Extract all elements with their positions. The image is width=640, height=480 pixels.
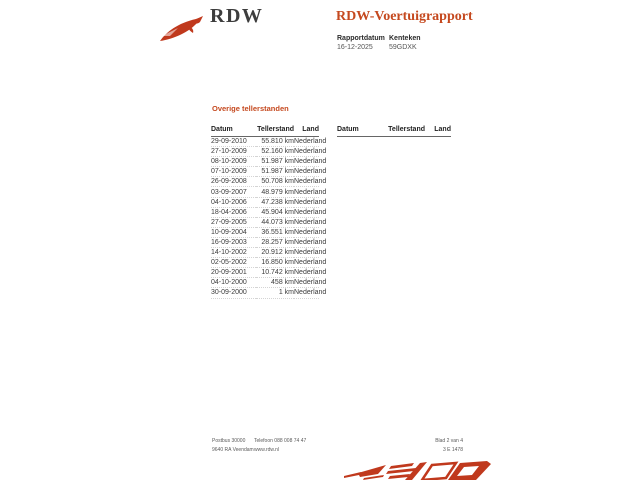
cell-odometer: 55.810 km [256, 137, 294, 147]
column-header-odometer: Tellerstand [385, 124, 425, 137]
cell-country: Nederland [294, 249, 327, 257]
table-row [211, 157, 319, 167]
table-row [211, 147, 319, 157]
cell-date: 10-09-2004 [211, 227, 256, 237]
rdw-logo-text: RDW [210, 5, 264, 27]
cell-country: Nederland [294, 158, 327, 166]
cell-country: Nederland [294, 188, 327, 196]
table-row [211, 177, 319, 187]
column-header-country: Land [294, 124, 319, 137]
cell-odometer: 48.979 km [256, 187, 294, 197]
cell-date: 27-10-2009 [211, 147, 256, 157]
footer-city: 9640 RA Veendam [212, 447, 254, 453]
cell-country: Nederland [294, 279, 327, 287]
cell-odometer: 45.904 km [256, 207, 294, 217]
cell-date: 03-09-2007 [211, 187, 256, 197]
cell-date: 29-09-2010 [211, 137, 256, 147]
cell-country: Nederland [294, 259, 327, 267]
table-row [211, 288, 319, 298]
cell-date: 16-09-2003 [211, 237, 256, 247]
cell-country: Nederland [294, 238, 327, 246]
cell-odometer: 44.073 km [256, 217, 294, 227]
column-header-date: Datum [337, 124, 385, 137]
cell-date: 18-04-2006 [211, 207, 256, 217]
table-row [211, 187, 319, 197]
cell-country: Nederland [294, 269, 327, 277]
cell-country: Nederland [294, 148, 327, 156]
table-row [211, 137, 319, 147]
cell-date: 07-10-2009 [211, 167, 256, 177]
cell-date: 20-09-2001 [211, 268, 256, 278]
footer-website: www.rdw.nl [254, 447, 280, 453]
footer-page-indicator: Blad 2 van 4 [435, 438, 463, 444]
odometer-table-right [337, 124, 451, 137]
column-header-odometer: Tellerstand [256, 124, 294, 137]
table-row [211, 258, 319, 268]
cell-odometer: 458 km [256, 278, 294, 288]
footer-contact [254, 437, 306, 455]
license-plate-block [389, 34, 421, 52]
footer-phone: Telefoon 088 008 74 47 [254, 438, 307, 444]
footer-postbus: Postbus 30000 [212, 438, 246, 444]
table-row [211, 278, 319, 288]
table-row [211, 207, 319, 217]
license-plate-label: Kenteken [389, 35, 421, 42]
table-row [211, 268, 319, 278]
cell-odometer: 20.912 km [256, 248, 294, 258]
cell-date: 26-09-2008 [211, 177, 256, 187]
document-title: RDW-Voertuigrapport [336, 9, 473, 24]
cell-date: 14-10-2002 [211, 248, 256, 258]
cell-country: Nederland [294, 218, 327, 226]
cell-country: Nederland [294, 228, 327, 236]
report-date-value: 16-12-2025 [337, 44, 373, 51]
table-header-row [211, 124, 319, 137]
rdw-watermark-stripes-icon [344, 461, 491, 480]
footer-page-block [435, 437, 463, 455]
cell-odometer: 36.551 km [256, 227, 294, 237]
cell-odometer: 52.160 km [256, 147, 294, 157]
report-date-block [337, 34, 385, 52]
cell-odometer: 50.708 km [256, 177, 294, 187]
odometer-table-body [211, 137, 327, 299]
footer-form-code: 3 E 1478 [442, 447, 463, 453]
table-row [211, 197, 319, 207]
cell-odometer: 47.238 km [256, 197, 294, 207]
section-title: Overige tellerstanden [212, 104, 289, 113]
cell-date: 04-10-2000 [211, 278, 256, 288]
odometer-table-left [211, 124, 327, 299]
column-header-date: Datum [211, 124, 256, 137]
cell-date: 02-05-2002 [211, 258, 256, 268]
table-row [211, 227, 319, 237]
cell-date: 27-09-2005 [211, 217, 256, 227]
cell-country: Nederland [294, 208, 327, 216]
license-plate-value: 59GDXK [389, 44, 417, 51]
table-row [211, 237, 319, 247]
cell-date: 08-10-2009 [211, 157, 256, 167]
cell-country: Nederland [294, 168, 327, 176]
table-row [211, 217, 319, 227]
rdw-bird-logo-icon [158, 12, 206, 46]
cell-odometer: 1 km [256, 288, 294, 298]
cell-date: 30-09-2000 [211, 288, 256, 298]
table-header-row [337, 124, 451, 137]
cell-country: Nederland [294, 198, 327, 206]
cell-odometer: 51.987 km [256, 167, 294, 177]
cell-odometer: 10.742 km [256, 268, 294, 278]
cell-country: Nederland [294, 289, 327, 297]
cell-odometer: 16.850 km [256, 258, 294, 268]
cell-date: 04-10-2006 [211, 197, 256, 207]
column-header-country: Land [425, 124, 451, 137]
cell-country: Nederland [294, 178, 327, 186]
cell-country: Nederland [294, 138, 327, 146]
footer-address [212, 437, 254, 455]
table-row [211, 167, 319, 177]
table-row [211, 248, 319, 258]
report-date-label: Rapportdatum [337, 35, 385, 42]
cell-odometer: 28.257 km [256, 237, 294, 247]
cell-odometer: 51.987 km [256, 157, 294, 167]
